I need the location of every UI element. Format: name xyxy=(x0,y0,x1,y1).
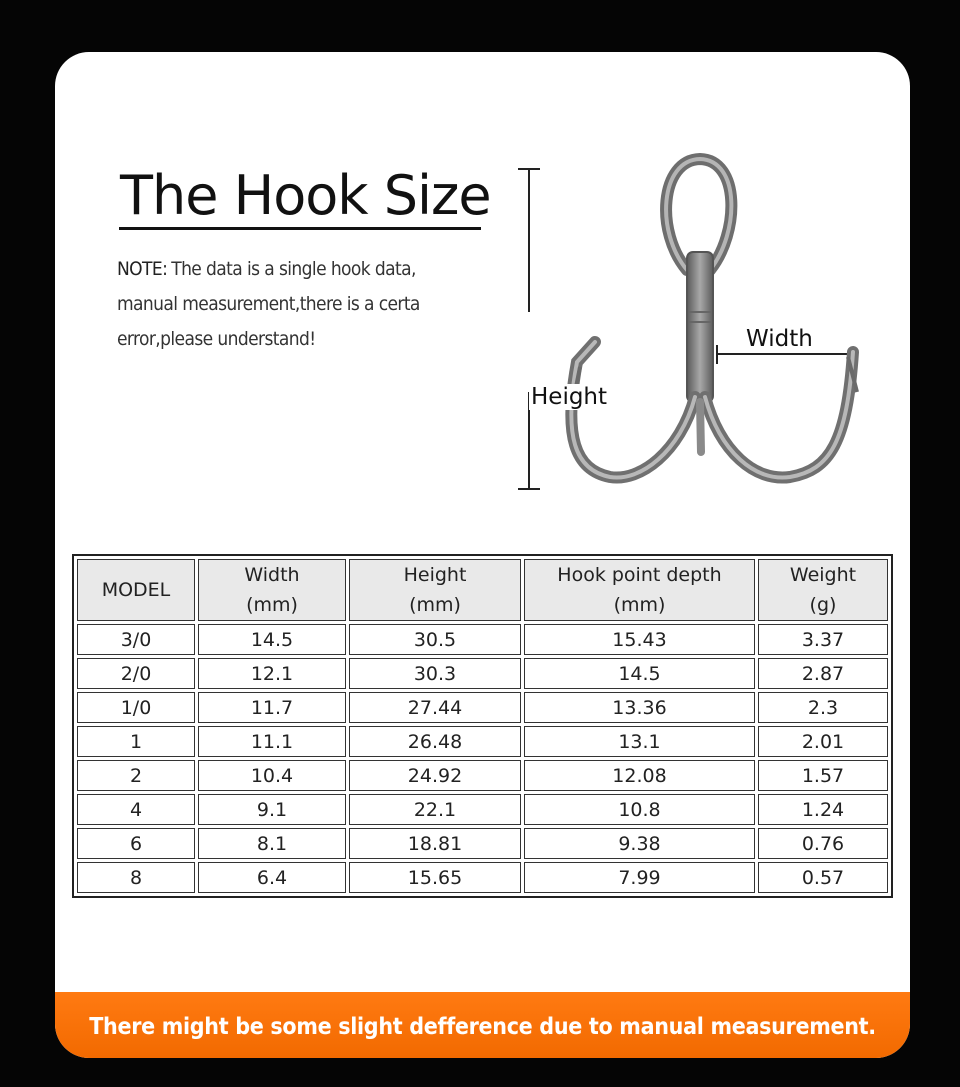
header-hook-point-depth: Hook point depth (mm) xyxy=(524,559,755,621)
table-row: 3/0 14.5 30.5 15.43 3.37 xyxy=(77,624,888,655)
width-label: Width xyxy=(746,326,813,352)
hook-diagram xyxy=(465,152,905,502)
height-dimension-line xyxy=(518,169,540,489)
header-width: Width (mm) xyxy=(198,559,346,621)
header-weight: Weight (g) xyxy=(758,559,888,621)
hook-size-table xyxy=(72,554,893,898)
note-text xyxy=(117,252,477,357)
note-label: NOTE: xyxy=(117,258,168,280)
table-row: 1 11.1 26.48 13.1 2.01 xyxy=(77,726,888,757)
page-title: The Hook Size xyxy=(120,164,491,227)
title-underline xyxy=(119,227,481,230)
size-table-wrap xyxy=(72,554,893,898)
hook-shank xyxy=(687,252,713,402)
hook-size-card xyxy=(55,52,910,1058)
header-model: MODEL xyxy=(77,559,195,621)
disclaimer-text: There might be some slight defference due to manual measurement. xyxy=(89,1014,876,1040)
table-row: 2/0 12.1 30.3 14.5 2.87 xyxy=(77,658,888,689)
height-label: Height xyxy=(531,384,608,410)
table-row: 8 6.4 15.65 7.99 0.57 xyxy=(77,862,888,893)
table-row: 2 10.4 24.92 12.08 1.57 xyxy=(77,760,888,791)
header-height: Height (mm) xyxy=(349,559,521,621)
center-hook xyxy=(700,402,701,452)
note-line-3: error,please understand! xyxy=(117,328,316,350)
table-row: 1/0 11.7 27.44 13.36 2.3 xyxy=(77,692,888,723)
table-header-row xyxy=(77,559,888,621)
disclaimer-banner xyxy=(55,992,910,1058)
treble-hook-image xyxy=(465,152,905,502)
table-row: 6 8.1 18.81 9.38 0.76 xyxy=(77,828,888,859)
note-line-2: manual measurement,there is a certa xyxy=(117,293,420,315)
table-row: 4 9.1 22.1 10.8 1.24 xyxy=(77,794,888,825)
note-line-1: NOTE: The data is a single hook data, xyxy=(117,258,416,280)
right-hook xyxy=(705,352,853,478)
